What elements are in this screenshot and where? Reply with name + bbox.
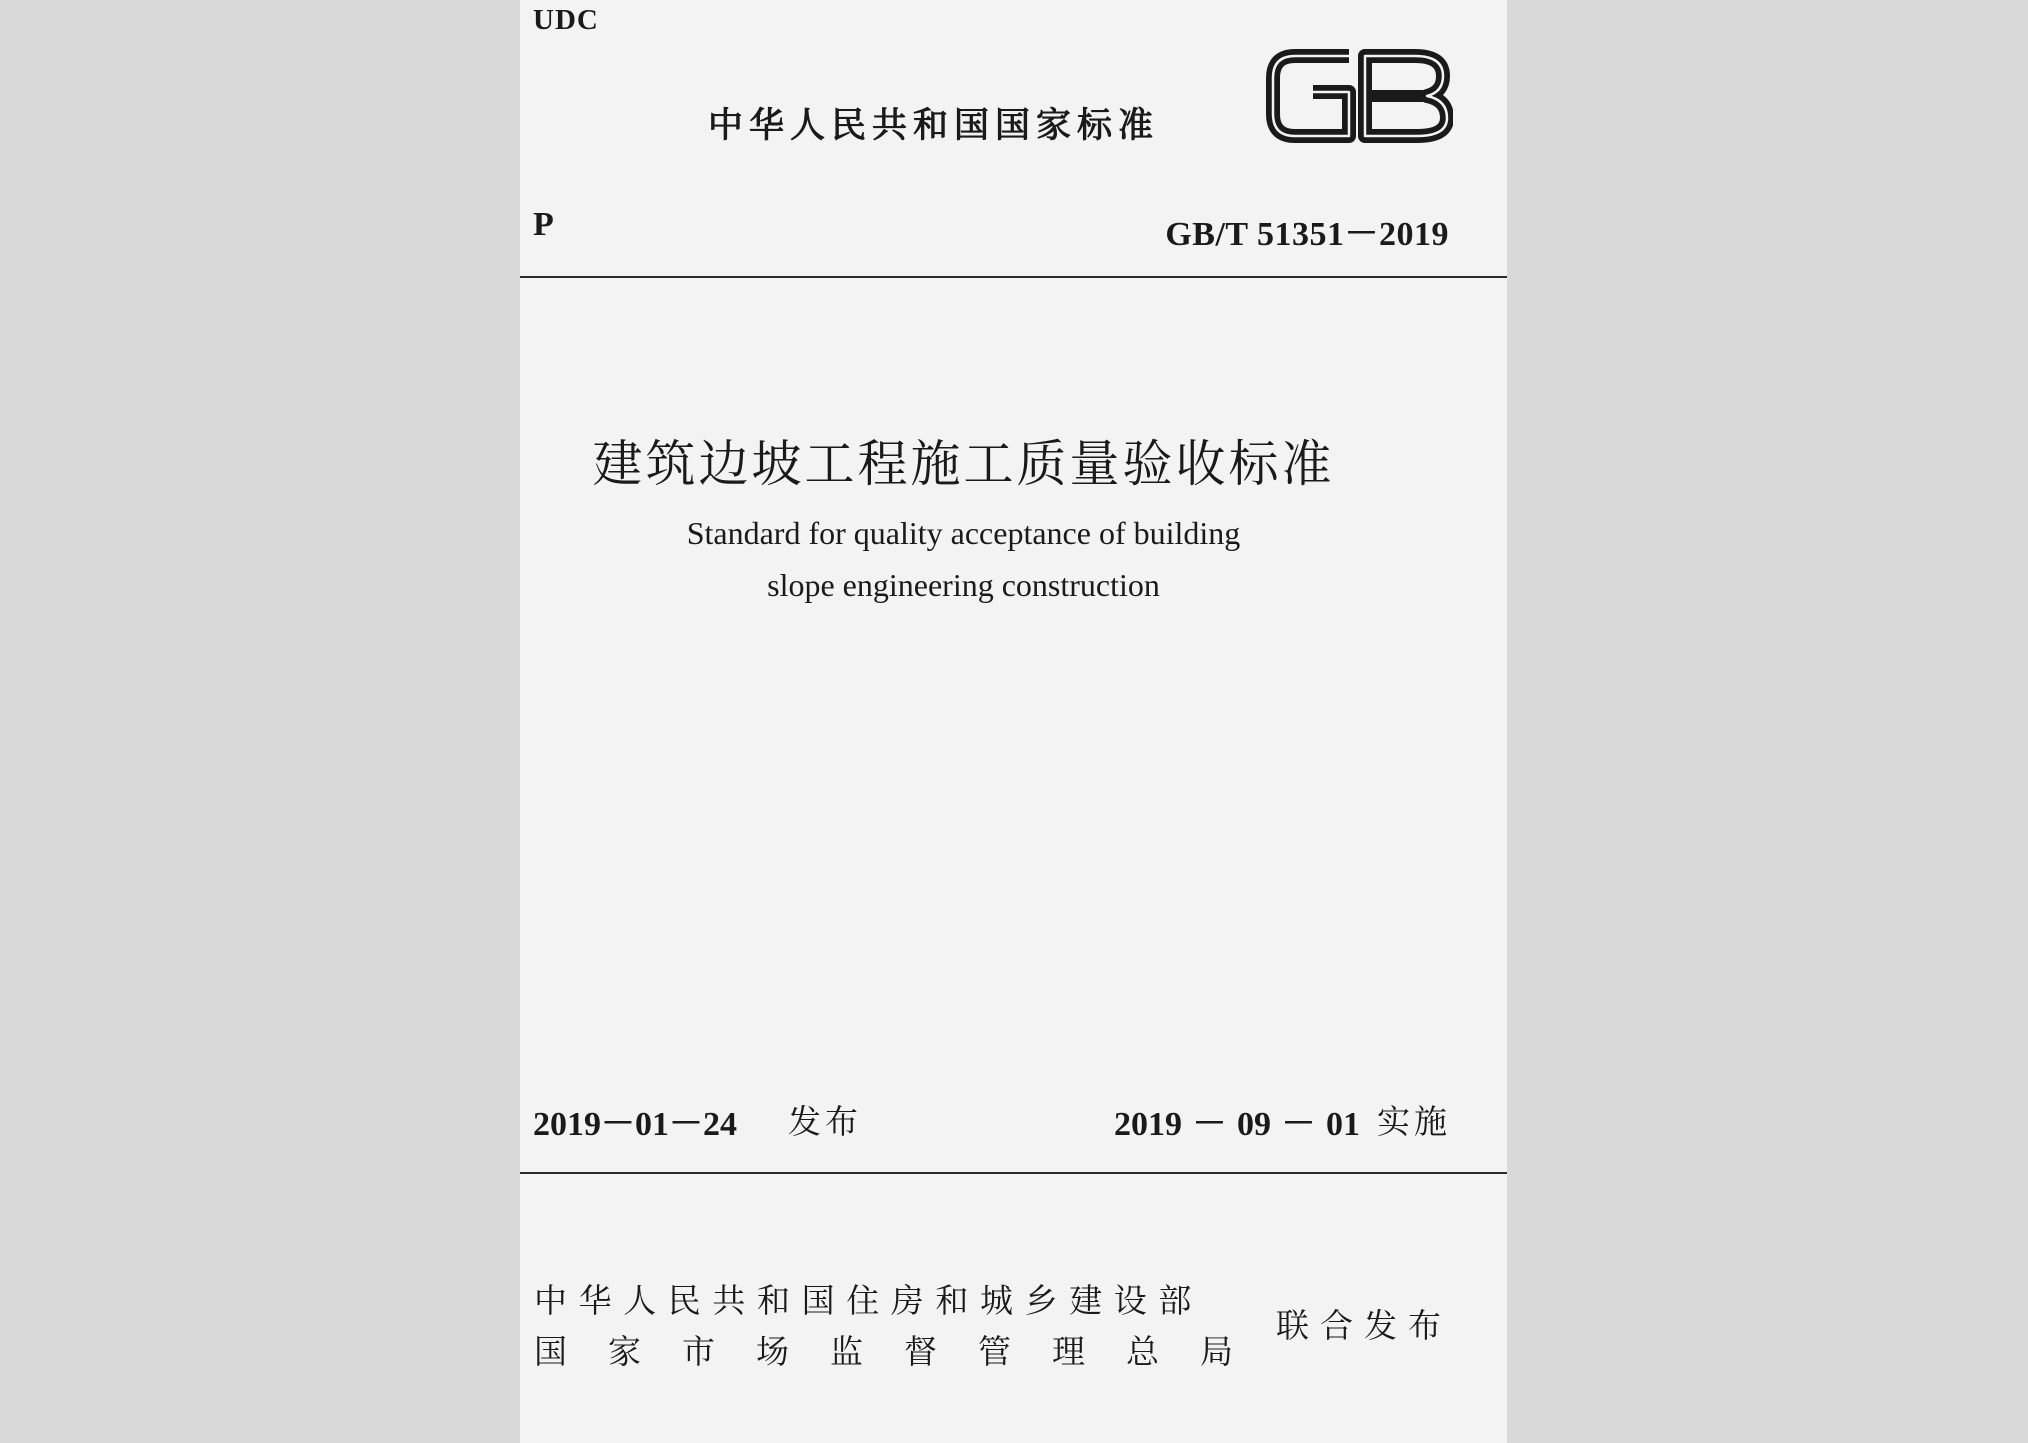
issue-label: 发布 — [788, 1102, 862, 1141]
title-english-line2: slope engineering construction — [767, 567, 1160, 603]
udc-label: UDC — [533, 4, 599, 36]
implementation-date: 2019 － 09 － 01 — [1114, 1106, 1360, 1143]
issue-date: 2019－01－24 — [533, 1106, 737, 1143]
standard-number: GB/T 51351－2019 — [1165, 216, 1449, 253]
title-english — [520, 507, 1507, 611]
title-english-line1: Standard for quality acceptance of building — [686, 515, 1241, 551]
classification-code: P — [533, 206, 554, 243]
issuer-ministry: 中华人民共和国住房和城乡建设部 — [534, 1281, 1203, 1320]
standard-cover-page — [520, 0, 1507, 1443]
implementation-label: 实施 — [1377, 1102, 1451, 1141]
bottom-divider — [520, 1172, 1507, 1174]
issuer-administration: 国家市场监督管理总局 — [534, 1332, 1274, 1371]
top-divider — [520, 276, 1507, 278]
standard-type-heading: 中华人民共和国国家标准 — [708, 106, 1160, 146]
joint-issue-label: 联合发布 — [1276, 1306, 1452, 1345]
title-chinese: 建筑边坡工程施工质量验收标准 — [592, 435, 1335, 493]
gb-logo — [1265, 48, 1453, 144]
